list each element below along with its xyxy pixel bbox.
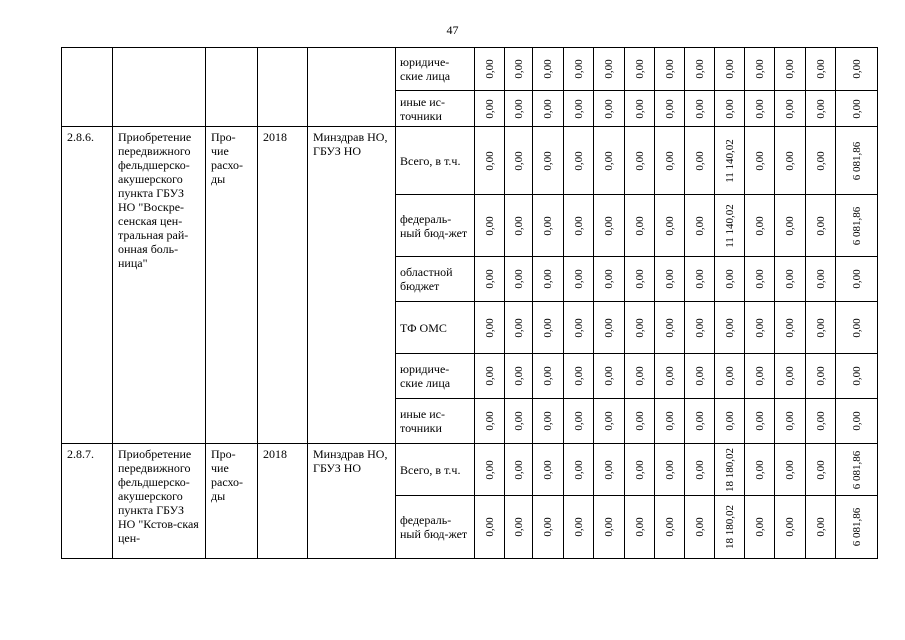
value-cell bbox=[836, 354, 878, 399]
year-cell bbox=[258, 48, 308, 127]
value-cell bbox=[475, 444, 505, 496]
value-cell bbox=[655, 302, 685, 354]
value-cell bbox=[775, 195, 806, 257]
value-text: 6 081,86 bbox=[850, 206, 863, 245]
executor-cell bbox=[308, 48, 396, 127]
value-text: 0,00 bbox=[572, 215, 585, 236]
value-text: 0,00 bbox=[512, 59, 525, 79]
value-cell bbox=[745, 91, 775, 127]
value-text: 0,00 bbox=[483, 317, 496, 338]
value-cell bbox=[594, 127, 625, 195]
value-cell bbox=[564, 444, 594, 496]
value-cell bbox=[836, 257, 878, 302]
value-cell bbox=[625, 48, 655, 91]
value-text: 0,00 bbox=[693, 150, 706, 171]
value-text: 0,00 bbox=[784, 269, 796, 289]
value-cell bbox=[655, 257, 685, 302]
value-cell bbox=[475, 302, 505, 354]
value-text: 0,00 bbox=[572, 517, 585, 537]
value-text: 0,00 bbox=[483, 150, 496, 171]
value-cell bbox=[533, 195, 564, 257]
value-cell bbox=[685, 127, 715, 195]
value-cell bbox=[625, 302, 655, 354]
value-cell bbox=[505, 48, 533, 91]
value-cell bbox=[533, 302, 564, 354]
value-cell bbox=[745, 496, 775, 559]
value-cell bbox=[475, 48, 505, 91]
value-cell bbox=[505, 127, 533, 195]
value-text: 0,00 bbox=[663, 59, 676, 79]
value-cell bbox=[806, 302, 836, 354]
value-text: 0,00 bbox=[512, 411, 525, 431]
value-text: 0,00 bbox=[572, 98, 585, 119]
value-text: 0,00 bbox=[784, 411, 796, 431]
value-text: 0,00 bbox=[850, 317, 863, 338]
value-text: 0,00 bbox=[542, 98, 554, 119]
value-cell bbox=[745, 257, 775, 302]
value-cell bbox=[745, 127, 775, 195]
value-cell bbox=[564, 257, 594, 302]
value-text: 0,00 bbox=[512, 150, 525, 171]
value-text: 0,00 bbox=[512, 517, 525, 537]
value-cell bbox=[685, 354, 715, 399]
funding-source-cell: иные ис-точники bbox=[396, 399, 475, 444]
funding-source-cell: Всего, в т.ч. bbox=[396, 444, 475, 496]
value-text: 0,00 bbox=[483, 366, 496, 386]
value-cell bbox=[715, 48, 745, 91]
value-text: 0,00 bbox=[633, 269, 646, 289]
value-text: 0,00 bbox=[723, 269, 736, 289]
value-text: 0,00 bbox=[542, 269, 554, 289]
value-text: 0,00 bbox=[633, 317, 646, 338]
funding-source-cell: иные ис-точники bbox=[396, 91, 475, 127]
value-cell bbox=[533, 257, 564, 302]
value-cell bbox=[775, 48, 806, 91]
value-cell bbox=[655, 195, 685, 257]
value-cell bbox=[625, 257, 655, 302]
value-text: 0,00 bbox=[603, 98, 615, 119]
value-cell bbox=[594, 302, 625, 354]
value-cell bbox=[655, 48, 685, 91]
number-cell: 2.8.6. bbox=[62, 127, 113, 444]
value-cell bbox=[806, 496, 836, 559]
value-text: 0,00 bbox=[512, 98, 525, 119]
value-cell bbox=[475, 399, 505, 444]
page-number: 47 bbox=[446, 23, 459, 37]
value-text: 0,00 bbox=[663, 517, 676, 537]
value-cell bbox=[564, 195, 594, 257]
value-cell bbox=[505, 257, 533, 302]
value-text: 0,00 bbox=[723, 317, 736, 338]
value-text: 0,00 bbox=[693, 269, 706, 289]
value-text: 0,00 bbox=[663, 317, 676, 338]
value-cell bbox=[505, 354, 533, 399]
value-cell bbox=[564, 354, 594, 399]
value-cell bbox=[775, 496, 806, 559]
value-cell bbox=[625, 399, 655, 444]
value-cell bbox=[655, 399, 685, 444]
value-cell bbox=[775, 399, 806, 444]
value-text: 0,00 bbox=[814, 215, 827, 236]
value-cell bbox=[533, 127, 564, 195]
value-cell bbox=[685, 91, 715, 127]
value-cell bbox=[533, 399, 564, 444]
value-cell bbox=[685, 496, 715, 559]
value-cell bbox=[594, 195, 625, 257]
value-cell bbox=[685, 444, 715, 496]
value-text: 0,00 bbox=[850, 366, 863, 386]
value-text: 0,00 bbox=[784, 150, 796, 171]
value-cell bbox=[564, 399, 594, 444]
value-text: 0,00 bbox=[542, 366, 554, 386]
value-text: 0,00 bbox=[483, 269, 496, 289]
value-text: 0,00 bbox=[693, 411, 706, 431]
value-text: 0,00 bbox=[693, 459, 706, 480]
value-cell bbox=[745, 444, 775, 496]
value-text: 0,00 bbox=[483, 517, 496, 537]
value-cell bbox=[505, 91, 533, 127]
name-cell bbox=[113, 48, 206, 127]
value-text: 0,00 bbox=[784, 517, 796, 537]
value-cell bbox=[505, 302, 533, 354]
value-cell bbox=[775, 302, 806, 354]
value-text: 0,00 bbox=[784, 215, 796, 236]
value-text: 0,00 bbox=[603, 517, 615, 537]
value-cell bbox=[533, 354, 564, 399]
value-text: 0,00 bbox=[723, 366, 736, 386]
value-text: 0,00 bbox=[603, 411, 615, 431]
value-cell bbox=[745, 48, 775, 91]
value-cell bbox=[594, 444, 625, 496]
value-text: 0,00 bbox=[814, 59, 827, 79]
value-text: 0,00 bbox=[723, 98, 736, 119]
value-cell bbox=[594, 496, 625, 559]
value-text: 0,00 bbox=[753, 59, 766, 79]
value-text: 0,00 bbox=[633, 215, 646, 236]
value-cell bbox=[685, 257, 715, 302]
funding-source-cell: Всего, в т.ч. bbox=[396, 127, 475, 195]
value-cell bbox=[775, 91, 806, 127]
value-text: 0,00 bbox=[572, 150, 585, 171]
value-text: 0,00 bbox=[603, 366, 615, 386]
value-text: 0,00 bbox=[693, 98, 706, 119]
year-cell: 2018 bbox=[258, 444, 308, 559]
value-cell bbox=[685, 48, 715, 91]
value-cell bbox=[745, 195, 775, 257]
value-text: 0,00 bbox=[784, 459, 796, 480]
value-text: 0,00 bbox=[850, 59, 863, 79]
value-cell bbox=[836, 91, 878, 127]
funding-source-cell: ТФ ОМС bbox=[396, 302, 475, 354]
value-text: 0,00 bbox=[603, 59, 615, 79]
value-text: 0,00 bbox=[663, 215, 676, 236]
value-text: 0,00 bbox=[603, 215, 615, 236]
value-cell bbox=[715, 354, 745, 399]
value-text: 18 180,02 bbox=[723, 447, 736, 492]
funding-source-cell: юридиче-ские лица bbox=[396, 354, 475, 399]
value-text: 0,00 bbox=[512, 366, 525, 386]
value-cell bbox=[533, 496, 564, 559]
value-text: 0,00 bbox=[850, 411, 863, 431]
value-cell bbox=[775, 127, 806, 195]
value-text: 0,00 bbox=[753, 269, 766, 289]
value-cell bbox=[745, 399, 775, 444]
value-text: 0,00 bbox=[603, 150, 615, 171]
value-text: 0,00 bbox=[542, 59, 554, 79]
value-cell bbox=[655, 127, 685, 195]
value-text: 0,00 bbox=[784, 59, 796, 79]
executor-cell: Минздрав НО, ГБУЗ НО bbox=[308, 127, 396, 444]
value-cell bbox=[806, 91, 836, 127]
value-text: 0,00 bbox=[814, 459, 827, 480]
value-text: 11 140,02 bbox=[723, 138, 736, 183]
value-cell bbox=[836, 444, 878, 496]
value-text: 0,00 bbox=[512, 459, 525, 480]
value-cell bbox=[836, 399, 878, 444]
value-text: 0,00 bbox=[663, 269, 676, 289]
value-text: 0,00 bbox=[693, 215, 706, 236]
value-text: 0,00 bbox=[693, 517, 706, 537]
value-cell bbox=[564, 302, 594, 354]
category-cell: Про-чие расхо-ды bbox=[206, 127, 258, 444]
value-cell bbox=[715, 127, 745, 195]
value-cell bbox=[625, 496, 655, 559]
value-text: 0,00 bbox=[512, 215, 525, 236]
value-text: 0,00 bbox=[753, 517, 766, 537]
value-text: 0,00 bbox=[483, 411, 496, 431]
category-cell bbox=[206, 48, 258, 127]
value-text: 0,00 bbox=[663, 366, 676, 386]
value-text: 0,00 bbox=[572, 317, 585, 338]
value-cell bbox=[594, 257, 625, 302]
executor-cell: Минздрав НО, ГБУЗ НО bbox=[308, 444, 396, 559]
value-cell bbox=[836, 195, 878, 257]
value-text: 0,00 bbox=[663, 150, 676, 171]
value-text: 0,00 bbox=[542, 150, 554, 171]
value-text: 0,00 bbox=[542, 411, 554, 431]
value-cell bbox=[715, 496, 745, 559]
value-cell bbox=[715, 399, 745, 444]
value-cell bbox=[806, 257, 836, 302]
value-cell bbox=[475, 127, 505, 195]
value-cell bbox=[685, 302, 715, 354]
value-cell bbox=[715, 444, 745, 496]
value-cell bbox=[594, 399, 625, 444]
number-cell bbox=[62, 48, 113, 127]
value-text: 0,00 bbox=[512, 317, 525, 338]
value-cell bbox=[625, 91, 655, 127]
value-text: 0,00 bbox=[753, 366, 766, 386]
value-text: 0,00 bbox=[483, 215, 496, 236]
value-text: 0,00 bbox=[814, 411, 827, 431]
value-text: 0,00 bbox=[633, 98, 646, 119]
value-text: 0,00 bbox=[603, 459, 615, 480]
value-text: 18 180,02 bbox=[723, 505, 736, 549]
value-text: 0,00 bbox=[633, 150, 646, 171]
name-cell: Приобретение передвижного фельдшерско-акушерского пункта ГБУЗ НО "Кстов-ская цен- bbox=[113, 444, 206, 559]
value-cell bbox=[836, 127, 878, 195]
value-text: 0,00 bbox=[542, 459, 554, 480]
value-text: 0,00 bbox=[572, 411, 585, 431]
funding-source-cell: юридиче-ские лица bbox=[396, 48, 475, 91]
value-text: 0,00 bbox=[753, 98, 766, 119]
value-text: 0,00 bbox=[753, 215, 766, 236]
value-cell bbox=[775, 444, 806, 496]
value-cell bbox=[745, 354, 775, 399]
value-text: 0,00 bbox=[633, 517, 646, 537]
value-cell bbox=[745, 302, 775, 354]
value-cell bbox=[505, 399, 533, 444]
value-text: 0,00 bbox=[784, 366, 796, 386]
value-text: 0,00 bbox=[572, 59, 585, 79]
value-cell bbox=[594, 48, 625, 91]
value-cell bbox=[775, 354, 806, 399]
value-text: 0,00 bbox=[693, 317, 706, 338]
value-text: 0,00 bbox=[663, 98, 676, 119]
value-cell bbox=[594, 91, 625, 127]
value-text: 0,00 bbox=[784, 317, 796, 338]
value-cell bbox=[715, 195, 745, 257]
value-cell bbox=[775, 257, 806, 302]
category-cell: Про-чие расхо-ды bbox=[206, 444, 258, 559]
value-text: 0,00 bbox=[753, 459, 766, 480]
value-cell bbox=[715, 91, 745, 127]
value-cell bbox=[806, 195, 836, 257]
table-row bbox=[62, 444, 878, 496]
value-cell bbox=[715, 302, 745, 354]
value-cell bbox=[533, 48, 564, 91]
value-text: 0,00 bbox=[483, 459, 496, 480]
value-text: 0,00 bbox=[572, 366, 585, 386]
value-cell bbox=[475, 91, 505, 127]
value-text: 0,00 bbox=[850, 269, 863, 289]
value-cell bbox=[836, 302, 878, 354]
value-text: 0,00 bbox=[633, 366, 646, 386]
value-text: 0,00 bbox=[814, 98, 827, 119]
value-text: 0,00 bbox=[663, 411, 676, 431]
value-text: 0,00 bbox=[633, 411, 646, 431]
value-cell bbox=[505, 444, 533, 496]
value-cell bbox=[533, 91, 564, 127]
year-cell: 2018 bbox=[258, 127, 308, 444]
value-text: 0,00 bbox=[814, 517, 827, 537]
value-text: 0,00 bbox=[542, 517, 554, 537]
value-text: 0,00 bbox=[542, 215, 554, 236]
funding-source-cell: федераль-ный бюд-жет bbox=[396, 496, 475, 559]
value-text: 0,00 bbox=[633, 459, 646, 480]
value-text: 0,00 bbox=[723, 411, 736, 431]
value-cell bbox=[625, 127, 655, 195]
value-cell bbox=[564, 91, 594, 127]
value-text: 0,00 bbox=[572, 459, 585, 480]
value-cell bbox=[715, 257, 745, 302]
value-text: 6 081,86 bbox=[850, 450, 863, 489]
funding-source-cell: областной бюджет bbox=[396, 257, 475, 302]
table-row bbox=[62, 48, 878, 91]
value-cell bbox=[594, 354, 625, 399]
value-cell bbox=[655, 354, 685, 399]
number-cell: 2.8.7. bbox=[62, 444, 113, 559]
value-text: 0,00 bbox=[603, 317, 615, 338]
value-cell bbox=[475, 257, 505, 302]
value-text: 0,00 bbox=[512, 269, 525, 289]
value-text: 0,00 bbox=[633, 59, 646, 79]
value-text: 0,00 bbox=[753, 411, 766, 431]
value-text: 0,00 bbox=[693, 366, 706, 386]
value-cell bbox=[533, 444, 564, 496]
value-cell bbox=[475, 354, 505, 399]
value-text: 0,00 bbox=[483, 59, 496, 79]
value-cell bbox=[564, 127, 594, 195]
value-text: 0,00 bbox=[663, 459, 676, 480]
value-cell bbox=[655, 496, 685, 559]
value-cell bbox=[475, 195, 505, 257]
value-text: 0,00 bbox=[814, 269, 827, 289]
value-cell bbox=[806, 48, 836, 91]
value-cell bbox=[685, 195, 715, 257]
value-cell bbox=[505, 195, 533, 257]
value-text: 0,00 bbox=[723, 59, 736, 79]
value-text: 0,00 bbox=[542, 317, 554, 338]
value-text: 0,00 bbox=[483, 98, 496, 119]
value-cell bbox=[836, 48, 878, 91]
value-text: 0,00 bbox=[572, 269, 585, 289]
value-text: 0,00 bbox=[603, 269, 615, 289]
value-text: 0,00 bbox=[814, 317, 827, 338]
value-cell bbox=[806, 127, 836, 195]
value-text: 6 081,86 bbox=[850, 141, 863, 180]
value-text: 0,00 bbox=[814, 366, 827, 386]
value-text: 11 140,02 bbox=[723, 203, 736, 248]
value-text: 0,00 bbox=[784, 98, 796, 119]
value-cell bbox=[806, 354, 836, 399]
value-text: 6 081,86 bbox=[850, 507, 863, 547]
value-cell bbox=[564, 496, 594, 559]
value-cell bbox=[836, 496, 878, 559]
value-text: 0,00 bbox=[753, 317, 766, 338]
value-text: 0,00 bbox=[753, 150, 766, 171]
budget-table bbox=[61, 47, 878, 559]
value-cell bbox=[685, 399, 715, 444]
value-cell bbox=[564, 48, 594, 91]
value-cell bbox=[806, 399, 836, 444]
funding-source-cell: федераль-ный бюд-жет bbox=[396, 195, 475, 257]
value-cell bbox=[806, 444, 836, 496]
value-cell bbox=[625, 354, 655, 399]
value-cell bbox=[655, 444, 685, 496]
value-text: 0,00 bbox=[850, 98, 863, 119]
value-cell bbox=[475, 496, 505, 559]
value-text: 0,00 bbox=[693, 59, 706, 79]
name-cell: Приобретение передвижного фельдшерско-акушерского пункта ГБУЗ НО "Воскре-сенская цен-тральная рай-онная боль-ница" bbox=[113, 127, 206, 444]
table-row bbox=[62, 127, 878, 195]
value-cell bbox=[625, 444, 655, 496]
value-cell bbox=[505, 496, 533, 559]
value-cell bbox=[625, 195, 655, 257]
value-cell bbox=[655, 91, 685, 127]
value-text: 0,00 bbox=[814, 150, 827, 171]
